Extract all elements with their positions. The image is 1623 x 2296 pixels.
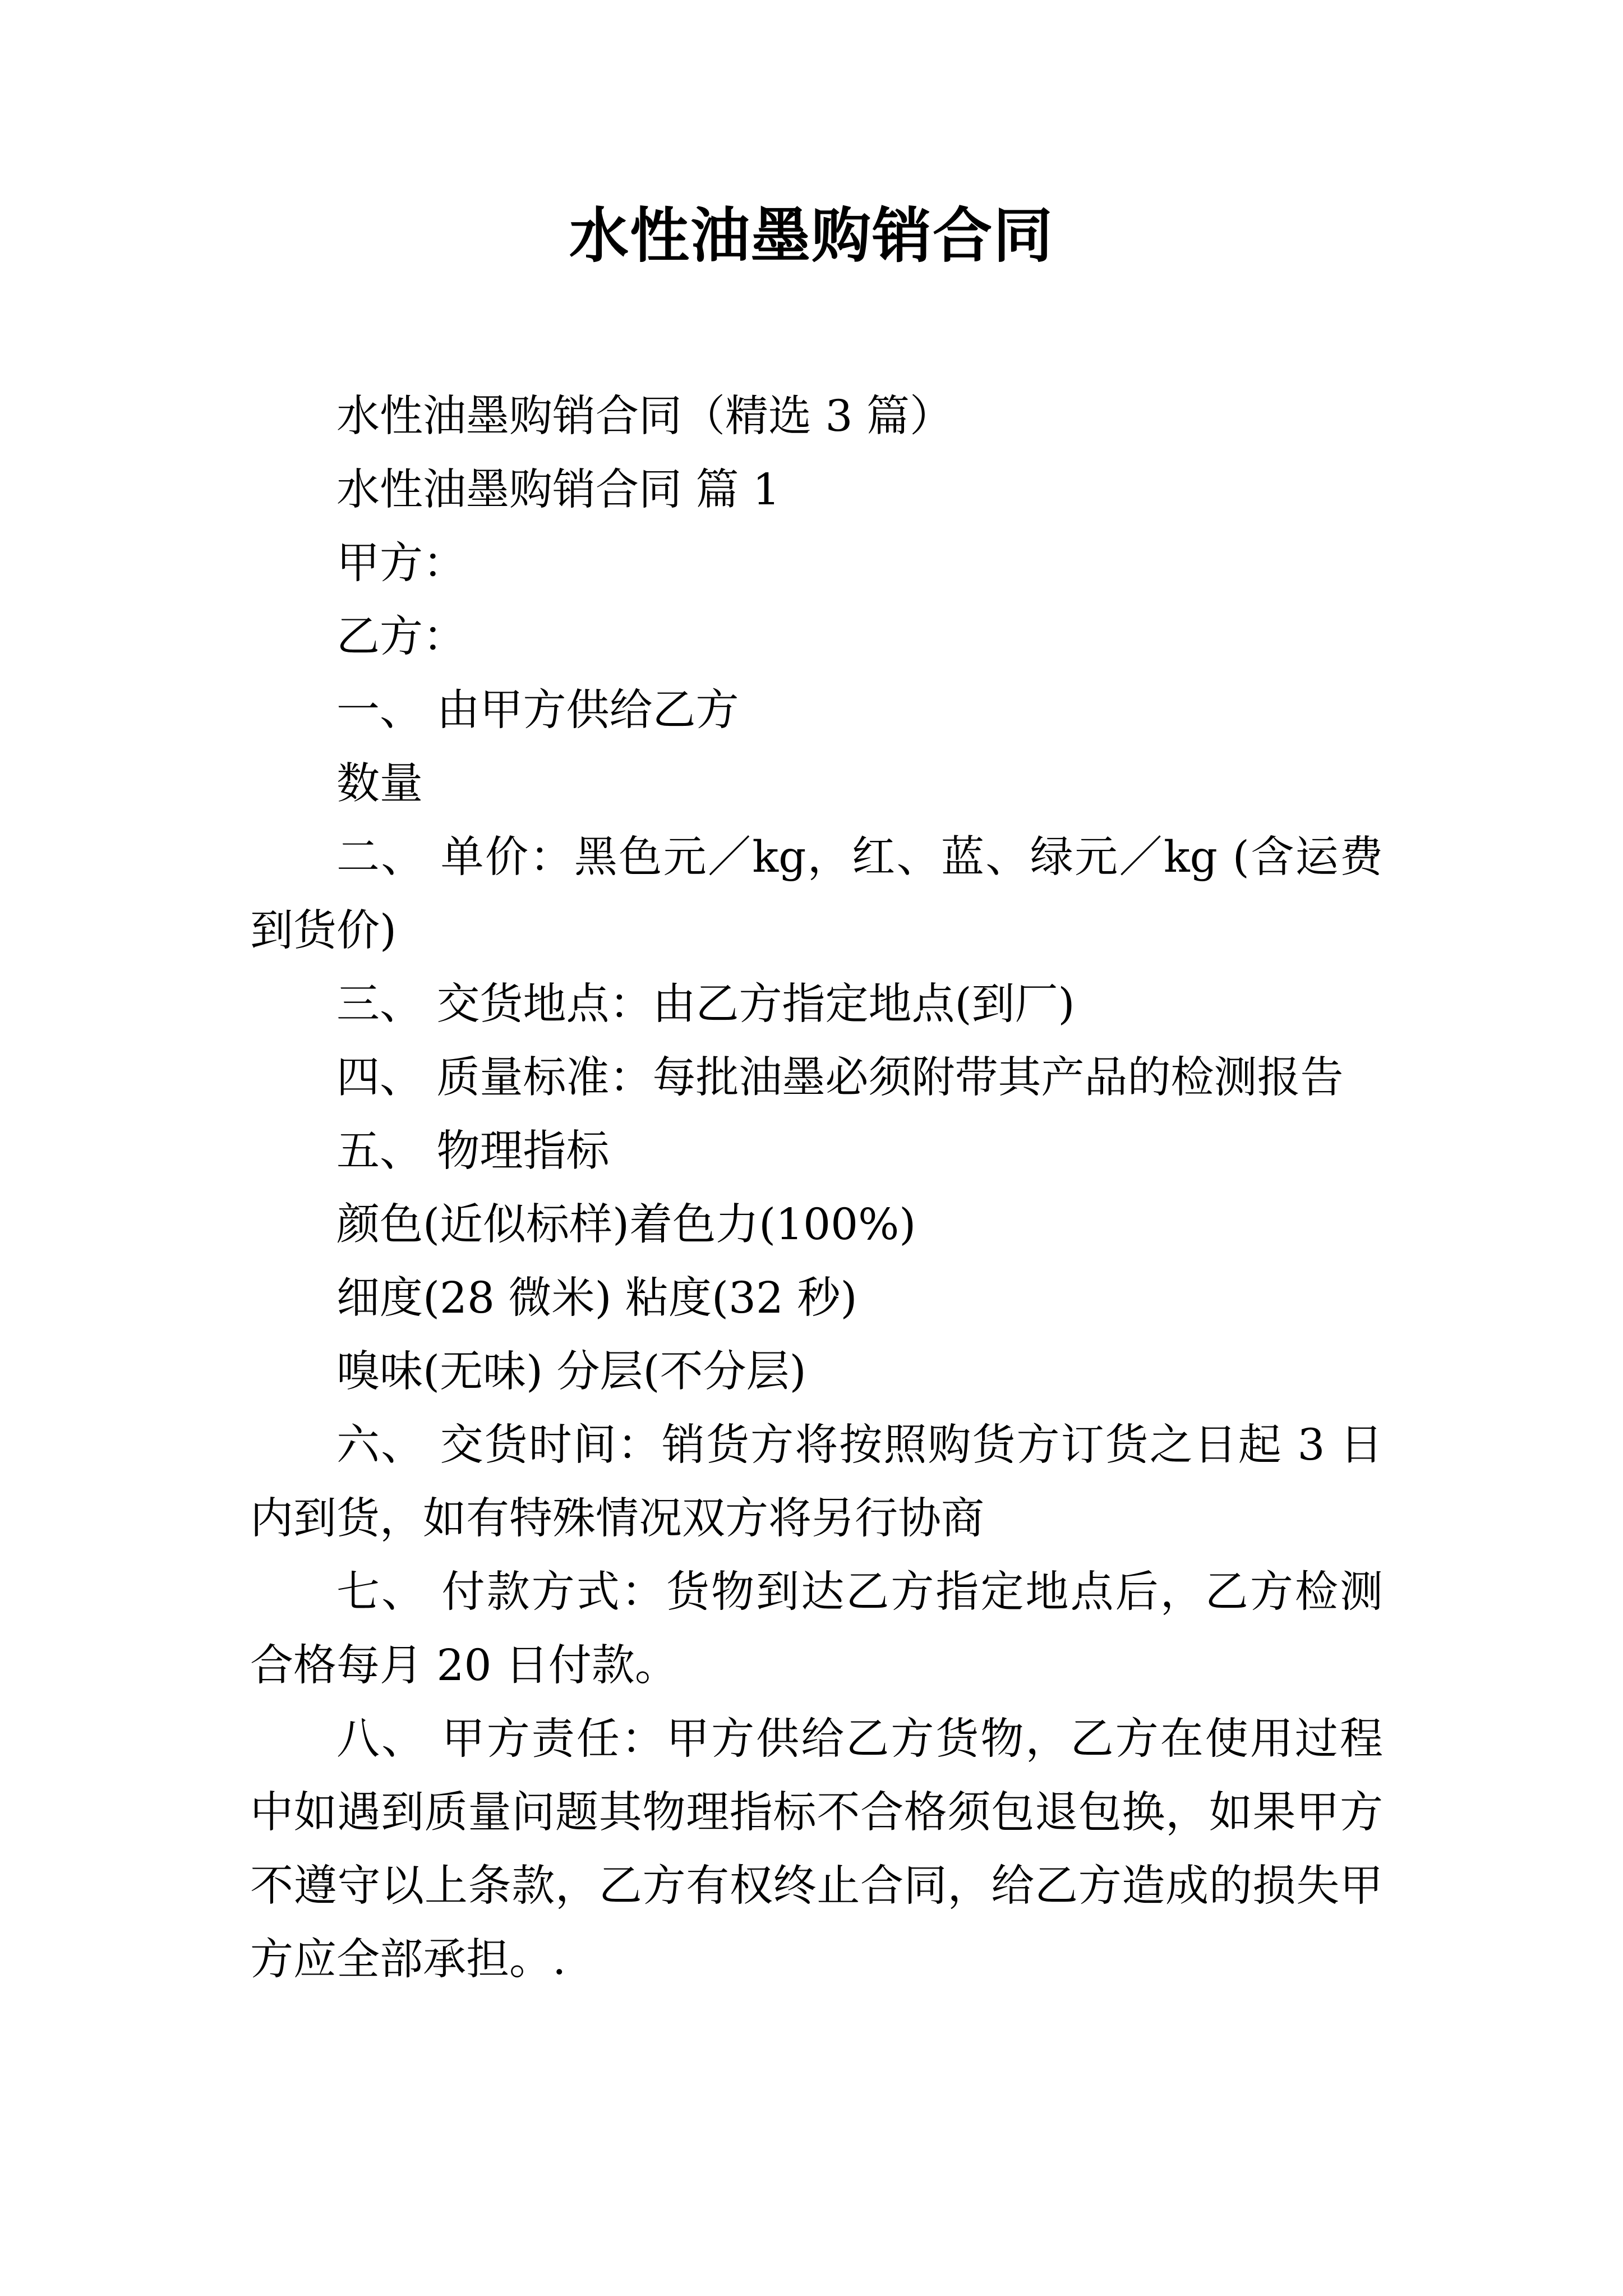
paragraph-line: 四、 质量标准：每批油墨必须附带其产品的检测报告 — [336, 1053, 1344, 1103]
paragraph-line: 水性油墨购销合同 篇 1 — [336, 465, 780, 515]
paragraph-line: 三、 交货地点：由乙方指定地点(到厂) — [336, 979, 1075, 1029]
paragraph-line: 方应全部承担。. — [250, 1935, 566, 1985]
paragraph-line: 内到货，如有特殊情况双方将另行协商 — [250, 1494, 984, 1544]
paragraph-line: 合格每月 20 日付款。 — [250, 1641, 678, 1691]
paragraph — [250, 1188, 1383, 1262]
paragraph — [250, 1409, 1383, 1556]
paragraph — [250, 1262, 1383, 1335]
paragraph-line: 二、 单价：黑色元／kg，红、蓝、绿元／kg (含运费 — [336, 832, 1383, 882]
paragraph-line: 六、 交货时间：销货方将按照购货方订货之日起 3 日 — [336, 1420, 1383, 1470]
paragraph-line: 乙方： — [336, 612, 466, 662]
paragraph-line: 八、 甲方责任：甲方供给乙方货物，乙方在使用过程 — [336, 1714, 1383, 1764]
paragraph — [250, 747, 1383, 821]
paragraph — [250, 1041, 1383, 1115]
paragraph-line: 五、 物理指标 — [336, 1126, 610, 1176]
paragraph — [250, 453, 1383, 527]
paragraph — [250, 1115, 1383, 1188]
paragraph — [250, 968, 1383, 1041]
document-body — [250, 380, 1383, 1996]
paragraph — [250, 1703, 1383, 1996]
paragraph — [250, 1335, 1383, 1409]
paragraph-line: 细度(28 微米) 粘度(32 秒) — [336, 1273, 857, 1323]
paragraph — [250, 380, 1383, 453]
paragraph-line: 甲方： — [336, 539, 466, 588]
paragraph-line: 数量 — [336, 759, 423, 809]
paragraph — [250, 821, 1383, 968]
document-title: 水性油墨购销合同 — [569, 200, 1054, 270]
paragraph-line: 到货价) — [250, 906, 397, 956]
paragraph-line: 一、 由甲方供给乙方 — [336, 685, 739, 735]
paragraph-line: 中如遇到质量问题其物理指标不合格须包退包换，如果甲方 — [250, 1788, 1383, 1838]
paragraph — [250, 527, 1383, 600]
paragraph — [250, 1556, 1383, 1703]
paragraph-line: 不遵守以上条款，乙方有权终止合同，给乙方造成的损失甲 — [250, 1861, 1383, 1911]
paragraph-line: 颜色(近似标样)着色力(100%) — [336, 1200, 916, 1250]
paragraph — [250, 600, 1383, 674]
paragraph-line: 水性油墨购销合同（精选 3 篇） — [336, 392, 953, 441]
paragraph-line: 嗅味(无味) 分层(不分层) — [336, 1347, 806, 1397]
paragraph-line: 七、 付款方式：货物到达乙方指定地点后，乙方检测 — [336, 1567, 1383, 1617]
paragraph — [250, 674, 1383, 747]
